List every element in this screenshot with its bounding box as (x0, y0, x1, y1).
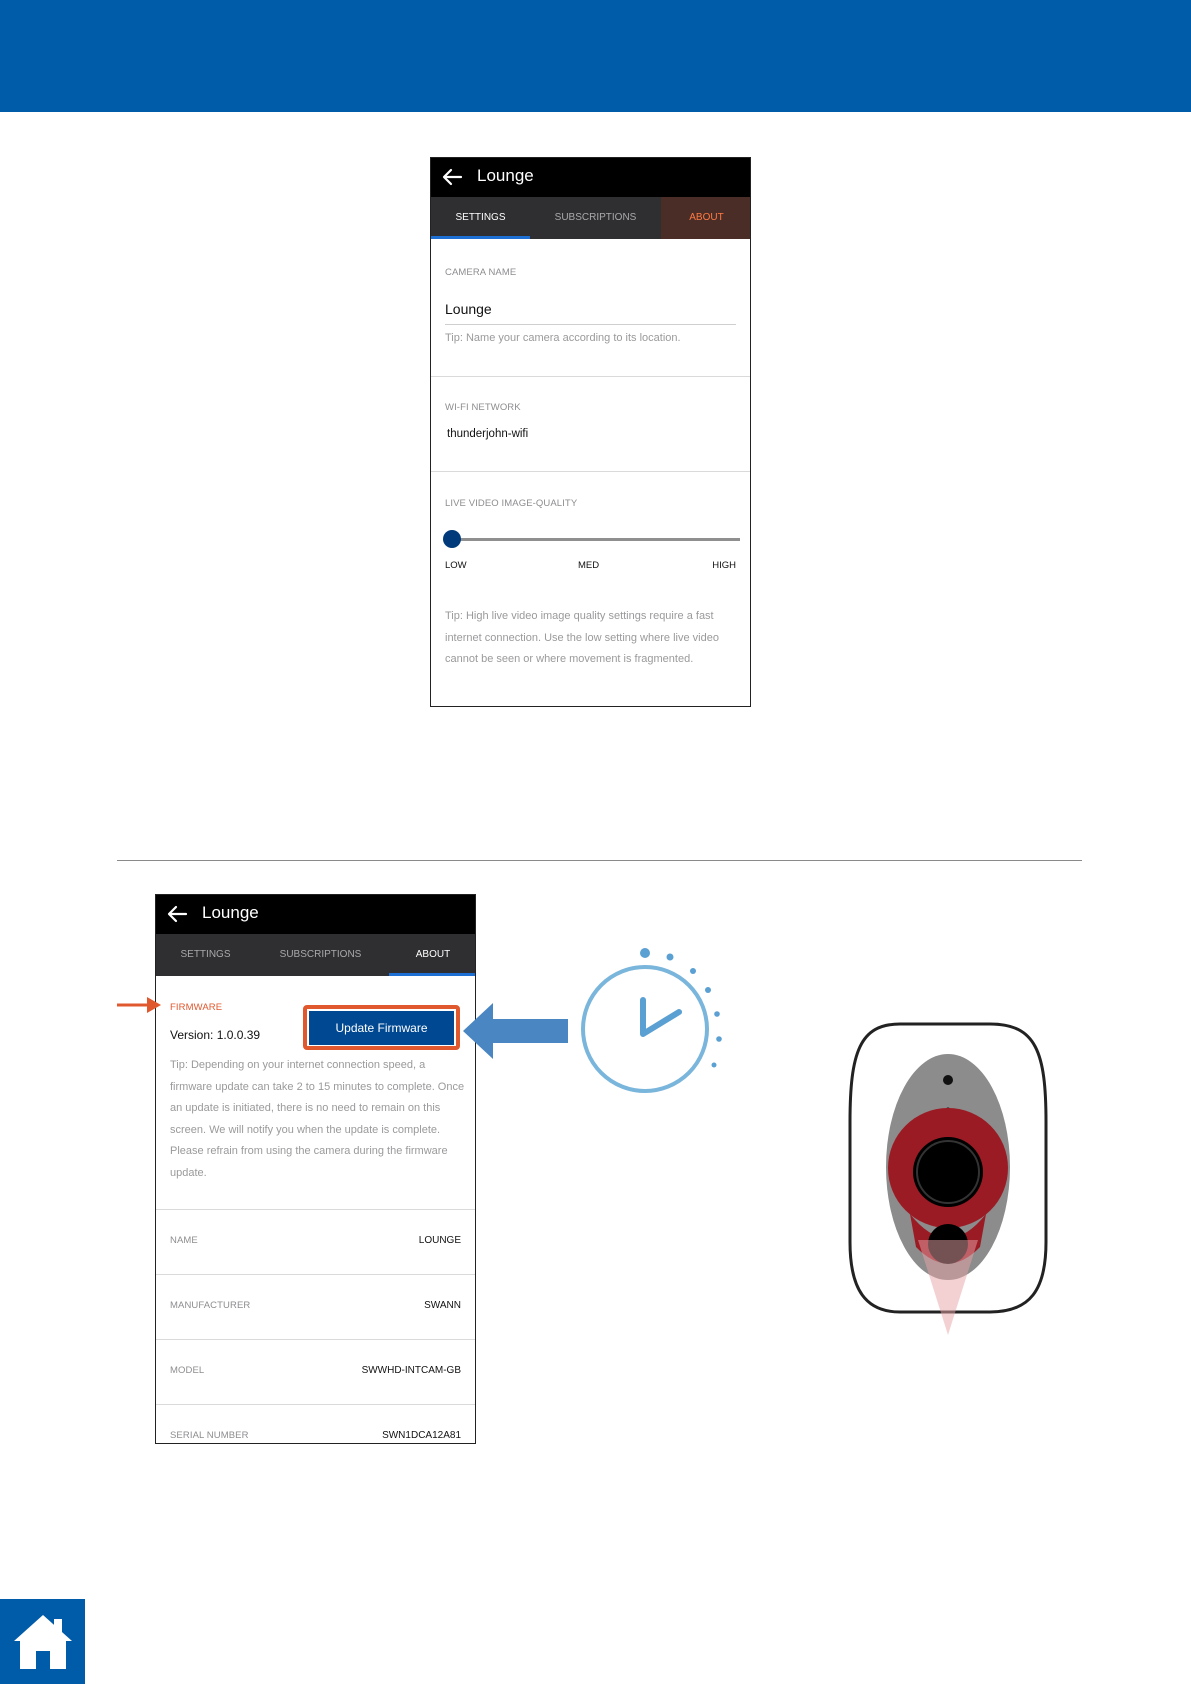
firmware-label: FIRMWARE (170, 1002, 223, 1013)
about-row-manufacturer-value: SWANN (424, 1300, 461, 1311)
arrow-right-icon (117, 996, 163, 1014)
back-arrow-icon[interactable] (166, 904, 188, 924)
quality-slider-track[interactable] (451, 538, 740, 541)
divider (431, 376, 750, 377)
app-bar (431, 158, 750, 197)
tab-bar (156, 934, 475, 976)
app-bar (156, 895, 475, 934)
tab-settings-label: SETTINGS (180, 949, 231, 960)
divider (156, 1209, 475, 1210)
camera-name-underline (445, 324, 736, 325)
about-row-name-label: NAME (170, 1235, 198, 1246)
tab-about-label: ABOUT (689, 212, 724, 223)
header-band (0, 0, 1191, 112)
quality-tip: Tip: High live video image quality settings require a fast internet connection. Use the low setting where live video cannot be seen or where movement is fragmented. (445, 610, 719, 665)
tab-subscriptions[interactable] (255, 934, 386, 976)
tab-settings[interactable] (156, 934, 255, 976)
quality-level-low: LOW (445, 560, 467, 571)
clock-icon (575, 944, 725, 1094)
firmware-version: Version: 1.0.0.39 (170, 1028, 261, 1042)
tab-subscriptions-label: SUBSCRIPTIONS (279, 949, 362, 960)
camera-illustration (848, 1022, 1048, 1342)
tab-subscriptions[interactable] (530, 197, 661, 239)
quality-level-high: HIGH (712, 560, 736, 571)
quality-level-med: MED (578, 560, 600, 571)
divider (156, 1404, 475, 1405)
screen-title: Lounge (202, 903, 259, 922)
tab-about[interactable] (661, 197, 751, 239)
about-row-name-value: LOUNGE (418, 1235, 461, 1246)
active-tab-indicator (431, 236, 530, 239)
section-divider (117, 860, 1082, 861)
divider (156, 1339, 475, 1340)
app-screen-about (155, 894, 476, 1444)
tab-bar (431, 197, 750, 239)
firmware-tip: Tip: Depending on your internet connection speed, a firmware update can take 2 to 15 minutes to complete. Once an update is initiated, there is no need to remain on this screen. We will notify you when the update is complete. Please refrain from using the camera during the firmware update. (170, 1059, 465, 1179)
update-firmware-button[interactable]: Update Firmware (309, 1011, 454, 1045)
wifi-network-value: thunderjohn-wifi (447, 428, 529, 440)
app-screen-settings (430, 157, 751, 707)
tab-settings[interactable] (431, 197, 530, 239)
tab-settings-label: SETTINGS (455, 212, 506, 223)
about-row-serial-value: SWN1DCA12A81 (382, 1430, 461, 1441)
quality-slider-handle[interactable] (443, 530, 461, 548)
camera-name-tip: Tip: Name your camera according to its location. (445, 332, 681, 344)
home-button[interactable] (0, 1599, 85, 1684)
about-row-model-value: SWWHD-INTCAM-GB (361, 1365, 461, 1376)
about-row-model-label: MODEL (170, 1365, 205, 1376)
about-row-serial-label: SERIAL NUMBER (170, 1430, 249, 1441)
divider (156, 1274, 475, 1275)
screen-title: Lounge (477, 166, 534, 185)
tab-about[interactable] (389, 934, 476, 976)
camera-name-field[interactable]: Lounge (445, 301, 492, 317)
divider (431, 471, 750, 472)
about-row-manufacturer-label: MANUFACTURER (170, 1300, 251, 1311)
active-tab-indicator (389, 973, 476, 976)
arrow-left-icon (463, 1003, 569, 1059)
back-arrow-icon[interactable] (441, 167, 463, 187)
tab-subscriptions-label: SUBSCRIPTIONS (554, 212, 637, 223)
quality-label: LIVE VIDEO IMAGE-QUALITY (445, 498, 578, 509)
home-icon (12, 1613, 74, 1671)
tab-about-label: ABOUT (415, 949, 451, 960)
wifi-network-label: WI-FI NETWORK (445, 402, 521, 413)
camera-name-label: CAMERA NAME (445, 267, 517, 278)
